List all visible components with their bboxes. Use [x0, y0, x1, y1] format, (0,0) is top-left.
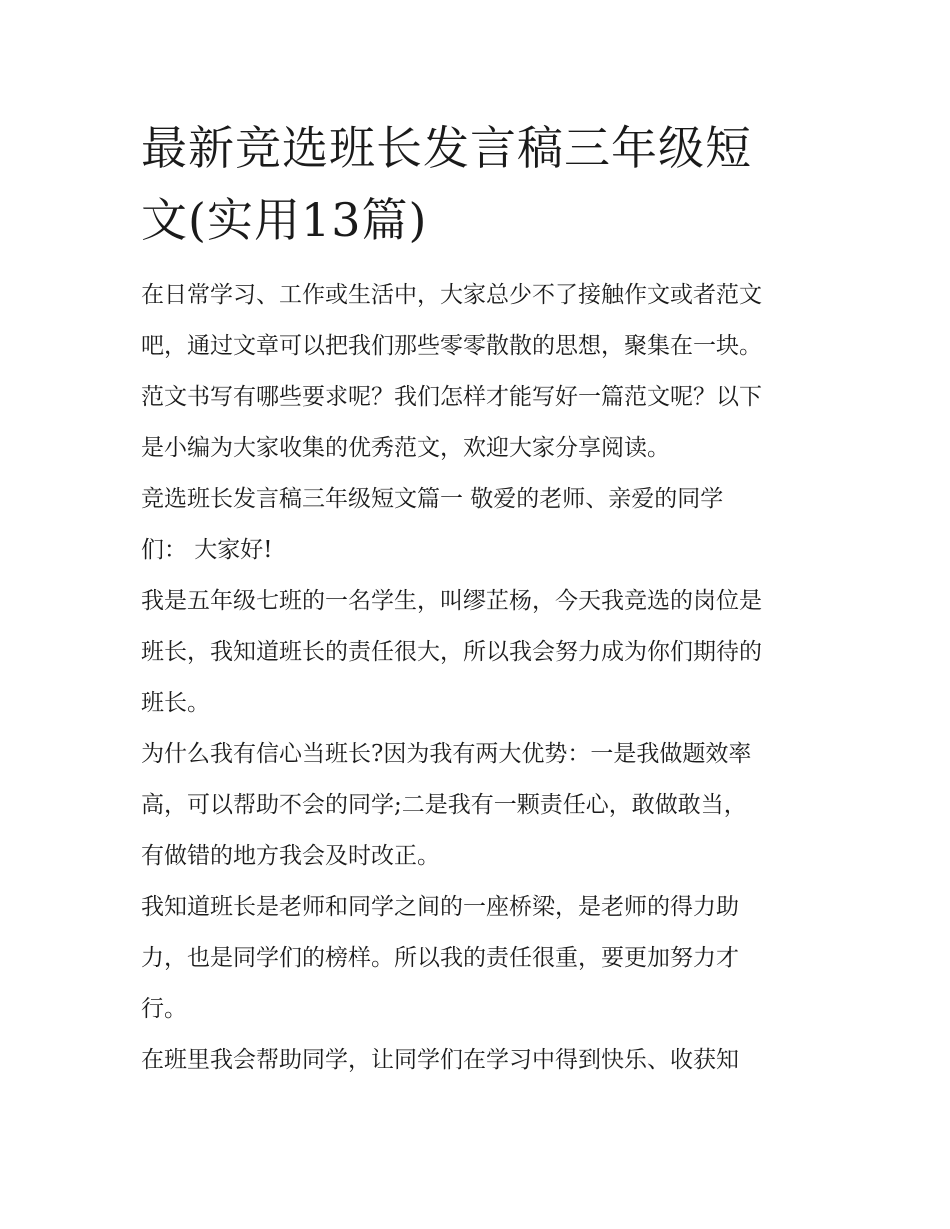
body-paragraph [141, 729, 821, 882]
document-page [141, 112, 821, 1086]
title-line-2: 文(实用13篇) [141, 193, 428, 247]
paragraph-line: 范文书写有哪些要求呢？我们怎样才能写好一篇范文呢？以下 [141, 384, 762, 410]
paragraph-line: 在日常学习、工作或生活中，大家总少不了接触作文或者范文 [141, 282, 762, 308]
body-paragraph [141, 882, 821, 1035]
paragraph-line: 吧，通过文章可以把我们那些零零散散的思想，聚集在一块。 [141, 333, 762, 359]
paragraph-line: 有做错的地方我会及时改正。 [141, 843, 440, 869]
body-paragraph [141, 1035, 821, 1086]
paragraph-line: 是小编为大家收集的优秀范文，欢迎大家分享阅读。 [141, 435, 670, 461]
title-line-1: 最新竞选班长发言稿三年级短 [141, 121, 752, 175]
paragraph-line: 我是五年级七班的一名学生，叫缪芷杨，今天我竞选的岗位是 [141, 588, 762, 614]
paragraph-line: 行。 [141, 996, 187, 1022]
paragraph-line: 班长。 [141, 690, 210, 716]
paragraph-line: 高，可以帮助不会的同学;二是我有一颗责任心，敢做敢当， [141, 792, 747, 818]
paragraph-line: 们： 大家好! [141, 537, 273, 563]
section-heading-paragraph [141, 474, 821, 576]
intro-paragraph [141, 270, 821, 474]
body-paragraph [141, 576, 821, 729]
paragraph-line: 我知道班长是老师和同学之间的一座桥梁，是老师的得力助 [141, 894, 739, 920]
paragraph-line: 在班里我会帮助同学，让同学们在学习中得到快乐、收获知 [141, 1047, 739, 1073]
paragraph-line: 为什么我有信心当班长?因为我有两大优势：一是我做题效率 [141, 741, 752, 767]
document-title [141, 112, 821, 256]
paragraph-line: 竞选班长发言稿三年级短文篇一 敬爱的老师、亲爱的同学 [141, 486, 724, 512]
paragraph-line: 力，也是同学们的榜样。所以我的责任很重，要更加努力才 [141, 945, 739, 971]
paragraph-line: 班长，我知道班长的责任很大，所以我会努力成为你们期待的 [141, 639, 762, 665]
